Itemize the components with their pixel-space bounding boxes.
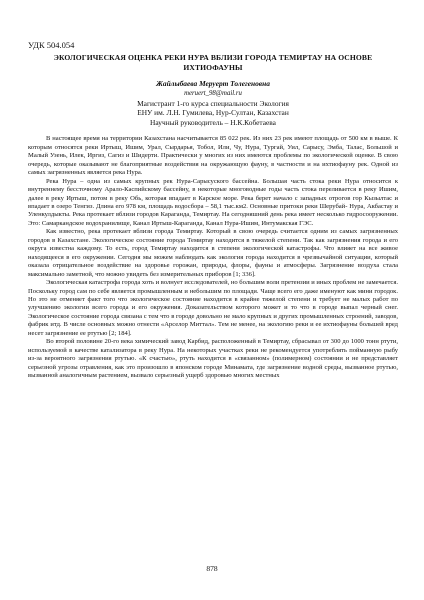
article-page <box>28 40 398 381</box>
paragraph: Экологическая катастрофа города хоть и волнует исследователей, но большим воли претензии и иных проблем не замечается. Поскольку город сам по себе является промышленным и небольшим по площади. Чаще всего его даже именуют как мини городок. Но это не отменяет факт того что экологическое состояние находится в крайне тяжелой степени и требует не малых работ по улучшению экологии всего города и его окружения. Доказательством которого может и то что в городе выпал черный снег. Экологическое состояние города связана с тем что в городе довольно не мало крупных и других промышленных строений, заводов, фабрик итд. В числе основных можно отнести «Арселор Миттал». Тем не менее, на экологию реки и ее ихтиофауны большей вред несет загрязнение ее ртутью [2; 184]. <box>28 279 398 337</box>
author-position: Магистрант 1-го курса специальности Экология <box>137 98 289 108</box>
paragraph: В настоящее время на территории Казахстана насчитывается 85 022 рек. Из них 23 рек имеют площадь от 500 км в выше. К которым относятся реки Иртыш, Ишим, Урал, Сырдарья, Тобол, Или, Чу, Нура, Тургай, Уил, Сарысу, Эмба, Талас, Большой и Малый Узень, Илек, Иргиз, Сагиз и Шидерти. Практически у многих из них имеются проблемы по экологической оценке. В свою очередь, которые оказывают не благоприятные воздействия на окружающую фауну, в частности и на ихтиофауну рек. Одной из самых загрязненных является река Нура. <box>28 135 398 177</box>
paragraph: Как известно, река протекает вблизи города Темиртау. Который в свою очередь считается одним из самых загрязненных городов в Казахстане. Экологическое состояние города Темиртау находится в тяжелой степени. Так как загрязнения города и его округа известна каждому. То есть, город Темиртау находится в степени экологической катастрофы. Что влияет на все живое находящееся в его окружении. Сегодня мы можем наблюдать как экология города находится в чрезвычайной ситуации, который оказала отрицательное воздействие на здоровье горожан, природы, флоры, фауны и атмосферы. Загрязнение воздуха стала максимально заметной, что можно увидеть без измерительных приборов [1; 336]. <box>28 228 398 278</box>
page-number: 878 <box>206 564 218 573</box>
article-body <box>28 135 398 380</box>
paragraph: Река Нура – одна из самых крупных рек Нура-Сарысуского бассейна. Большая часть стока реки Нура относится к внутреннему бессточному Арало-Каспийскому бассейну, в некоторые многоводные годы часть стока переливается в реку Ишим, далее в реку Иртыш, потом в реку Обь, которая впадает в Карское море. Река берет начало с западных отрогов гор Кызылтас и впадает в озеро Тенгиз. Длина его 978 км, площадь водосбора – 58,1 тыс.км2. Основные притоки реки Шерубай- Нура, Акбастау и Уленкулдыкты. Река протекает вблизи городов Караганда, Темиртау. На сегодняшний день река имеет несколько гидросооружении. Это: Самаркандское водохранилище, Канал Иртыш-Караганда, Канал Нура-Ишим, Интумакская ГЭС. <box>28 177 398 227</box>
paragraph: Во второй половине 20-го века химический завод Карбид, расположенный в Темиртау, сбрасывал от 300 до 1000 тонн ртути, используемой в качестве катализатора в реку Нура. На некоторых участках реки не рекомендуется употреблять пойманную рыбу из-за вероятного загрязнения ртутью. «К счастью», ртуть находится в «связанном» (полимерном) состоянии и не представляет серьезной угрозы отравления, как это произошло в японском городе Минамата, где загрязнение водной среды, вызванное ртутью, вызванной аналогичным растением, вызвало серьезный ущерб здоровью многих местных <box>28 338 398 380</box>
author-supervisor: Научный руководитель – Н.К.Кобетаева <box>150 117 276 127</box>
author-name: Жайлыбаева Меруерт Толегеновна <box>156 79 270 88</box>
article-title: ЭКОЛОГИЧЕСКАЯ ОЦЕНКА РЕКИ НУРА ВБЛИЗИ ГОРОДА ТЕМИРТАУ НА ОСНОВЕ ИХТИОФАУНЫ <box>53 53 373 72</box>
author-university: ЕНУ им. Л.Н. Гумилева, Нур-Султан, Казахстан <box>137 108 289 118</box>
author-email[interactable]: meruert_98@mail.ru <box>184 90 242 97</box>
udk-code: УДК 504.054 <box>28 40 75 50</box>
